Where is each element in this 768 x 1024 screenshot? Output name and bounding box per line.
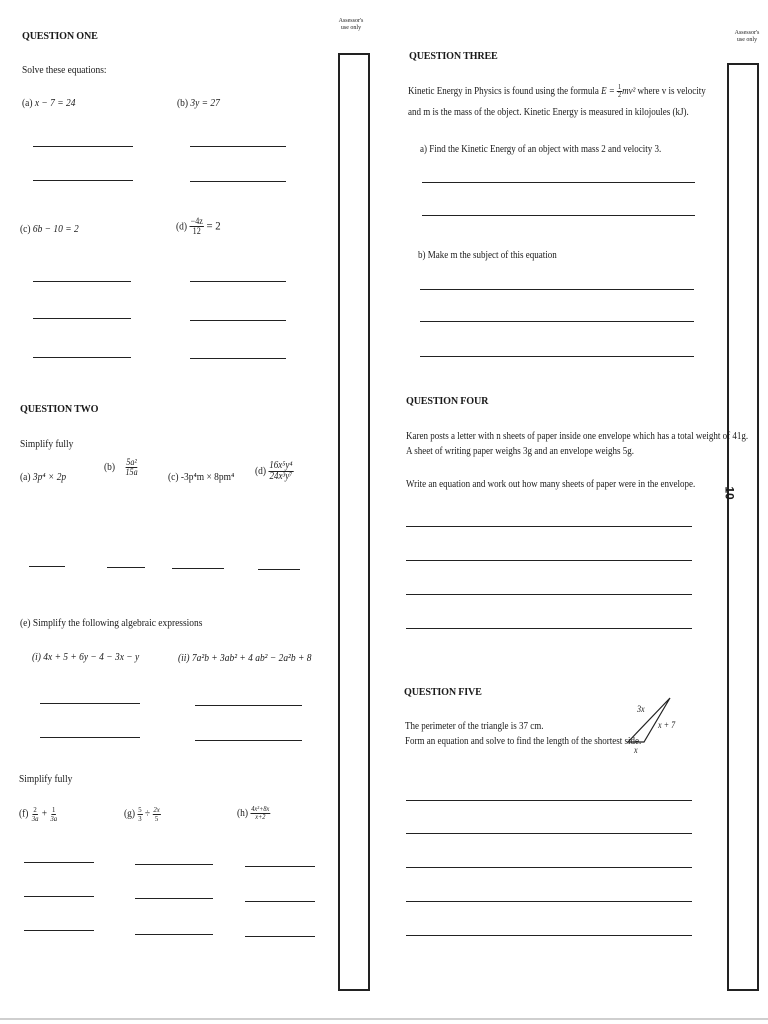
answer-line[interactable] [406, 628, 692, 629]
answer-line[interactable] [135, 898, 213, 899]
q3-intro-line2: and m is the mass of the object. Kinetic Energy is measured in kilojoules (kJ). [408, 107, 689, 118]
answer-line[interactable] [29, 566, 65, 567]
answer-line[interactable] [422, 182, 695, 183]
assessor-label-right: Assessor's use only [734, 30, 760, 43]
q2e-instruction: (e) Simplify the following algebraic expressions [20, 618, 203, 629]
q2-instruction: Simplify fully [20, 439, 74, 450]
q2e-i: (i) 4x + 5 + 6y − 4 − 3x − y [32, 652, 140, 663]
answer-line[interactable] [40, 703, 140, 704]
answer-line[interactable] [107, 567, 145, 568]
answer-line[interactable] [245, 901, 315, 902]
answer-line[interactable] [33, 146, 133, 147]
answer-line[interactable] [135, 934, 213, 935]
answer-line[interactable] [190, 320, 286, 321]
answer-line[interactable] [24, 930, 94, 931]
q1b: (b) 3y = 27 [177, 98, 220, 109]
q2f: (f) $\frac{2}{3a}$ + $\frac{1}{3a}$ [19, 805, 58, 823]
answer-line[interactable] [406, 526, 692, 527]
answer-line[interactable] [195, 740, 302, 741]
triangle-label-x-plus-7: x + 7 [658, 720, 676, 730]
answer-line[interactable] [406, 935, 692, 936]
answer-line[interactable] [24, 862, 94, 863]
q3-heading: QUESTION THREE [409, 50, 498, 62]
q2-instruction-2: Simplify fully [19, 774, 73, 785]
q4-line1: Karen posts a letter with n sheets of paper inside one envelope which has a total weight of 41g. [406, 431, 749, 442]
q4-line3: Write an equation and work out how many sheets of paper were in the envelope. [406, 479, 696, 490]
assessor-box-right[interactable] [727, 63, 759, 991]
answer-line[interactable] [33, 357, 131, 358]
q3a: a) Find the Kinetic Energy of an object with mass 2 and velocity 3. [420, 144, 662, 155]
answer-line[interactable] [406, 833, 692, 834]
answer-line[interactable] [258, 569, 300, 570]
answer-line[interactable] [245, 936, 315, 937]
answer-line[interactable] [190, 358, 286, 359]
page-number: 10 [722, 486, 737, 500]
q2-heading: QUESTION TWO [20, 403, 99, 415]
assessor-label-left: Assessor's use only [338, 18, 364, 31]
answer-line[interactable] [172, 568, 224, 569]
answer-line[interactable] [195, 705, 302, 706]
q2a: (a) 3p⁴ × 2p [20, 472, 67, 483]
q2d: (d) $\frac{\text{16x⁵y⁴}}{\text{24x³y⁷}}$ [255, 460, 293, 482]
answer-line[interactable] [406, 800, 692, 801]
q2h: (h) $\frac{\text{4x²+8x}}{x+2}$ [237, 805, 270, 821]
answer-line[interactable] [420, 321, 694, 322]
q1d: (d) $\frac{-4z}{12}$ = 2 [176, 216, 221, 236]
answer-line[interactable] [245, 866, 315, 867]
answer-line[interactable] [40, 737, 140, 738]
q2g: (g) $\frac{5}{3}$ ÷ $\frac{2x}{5}$ [124, 805, 160, 823]
answer-line[interactable] [33, 318, 131, 319]
q4-line2: A sheet of writing paper weighs 3g and an envelope weighs 5g. [406, 446, 634, 457]
q1-instruction: Solve these equations: [22, 65, 107, 76]
assessor-box-left[interactable] [338, 53, 370, 991]
answer-line[interactable] [135, 864, 213, 865]
answer-line[interactable] [406, 901, 692, 902]
answer-line[interactable] [24, 896, 94, 897]
q5-heading: QUESTION FIVE [404, 686, 482, 698]
q4-heading: QUESTION FOUR [406, 395, 489, 407]
q5-line2: Form an equation and solve to find the length of the shortest side. [405, 736, 642, 747]
answer-line[interactable] [33, 281, 131, 282]
answer-line[interactable] [406, 560, 692, 561]
scan-edge [0, 1018, 768, 1020]
q2c: (c) -3p⁴m × 8pm⁴ [168, 472, 235, 483]
triangle-label-x: x [634, 745, 638, 755]
answer-line[interactable] [190, 281, 286, 282]
triangle-label-3x: 3x [637, 704, 645, 714]
answer-line[interactable] [406, 867, 692, 868]
q2b: (b) $\frac{\text{5a²}}{15a}$ [104, 457, 138, 477]
answer-line[interactable] [420, 289, 694, 290]
q2e-ii: (ii) 7a²b + 3ab² + 4 ab² − 2a²b + 8 [178, 653, 312, 664]
q3b: b) Make m the subject of this equation [418, 250, 557, 261]
q1c: (c) 6b − 10 = 2 [20, 224, 79, 235]
answer-line[interactable] [406, 594, 692, 595]
answer-line[interactable] [422, 215, 695, 216]
answer-line[interactable] [420, 356, 694, 357]
answer-line[interactable] [190, 146, 286, 147]
q1-heading: QUESTION ONE [22, 30, 98, 42]
answer-line[interactable] [190, 181, 286, 182]
q1a: (a) x − 7 = 24 [22, 98, 76, 109]
answer-line[interactable] [33, 180, 133, 181]
q3-intro-line1: Kinetic Energy in Physics is found using the formula E = $\frac{1}{2}$ mv² where v is velocity [408, 83, 706, 99]
q5-line1: The perimeter of the triangle is 37 cm. [405, 721, 544, 732]
